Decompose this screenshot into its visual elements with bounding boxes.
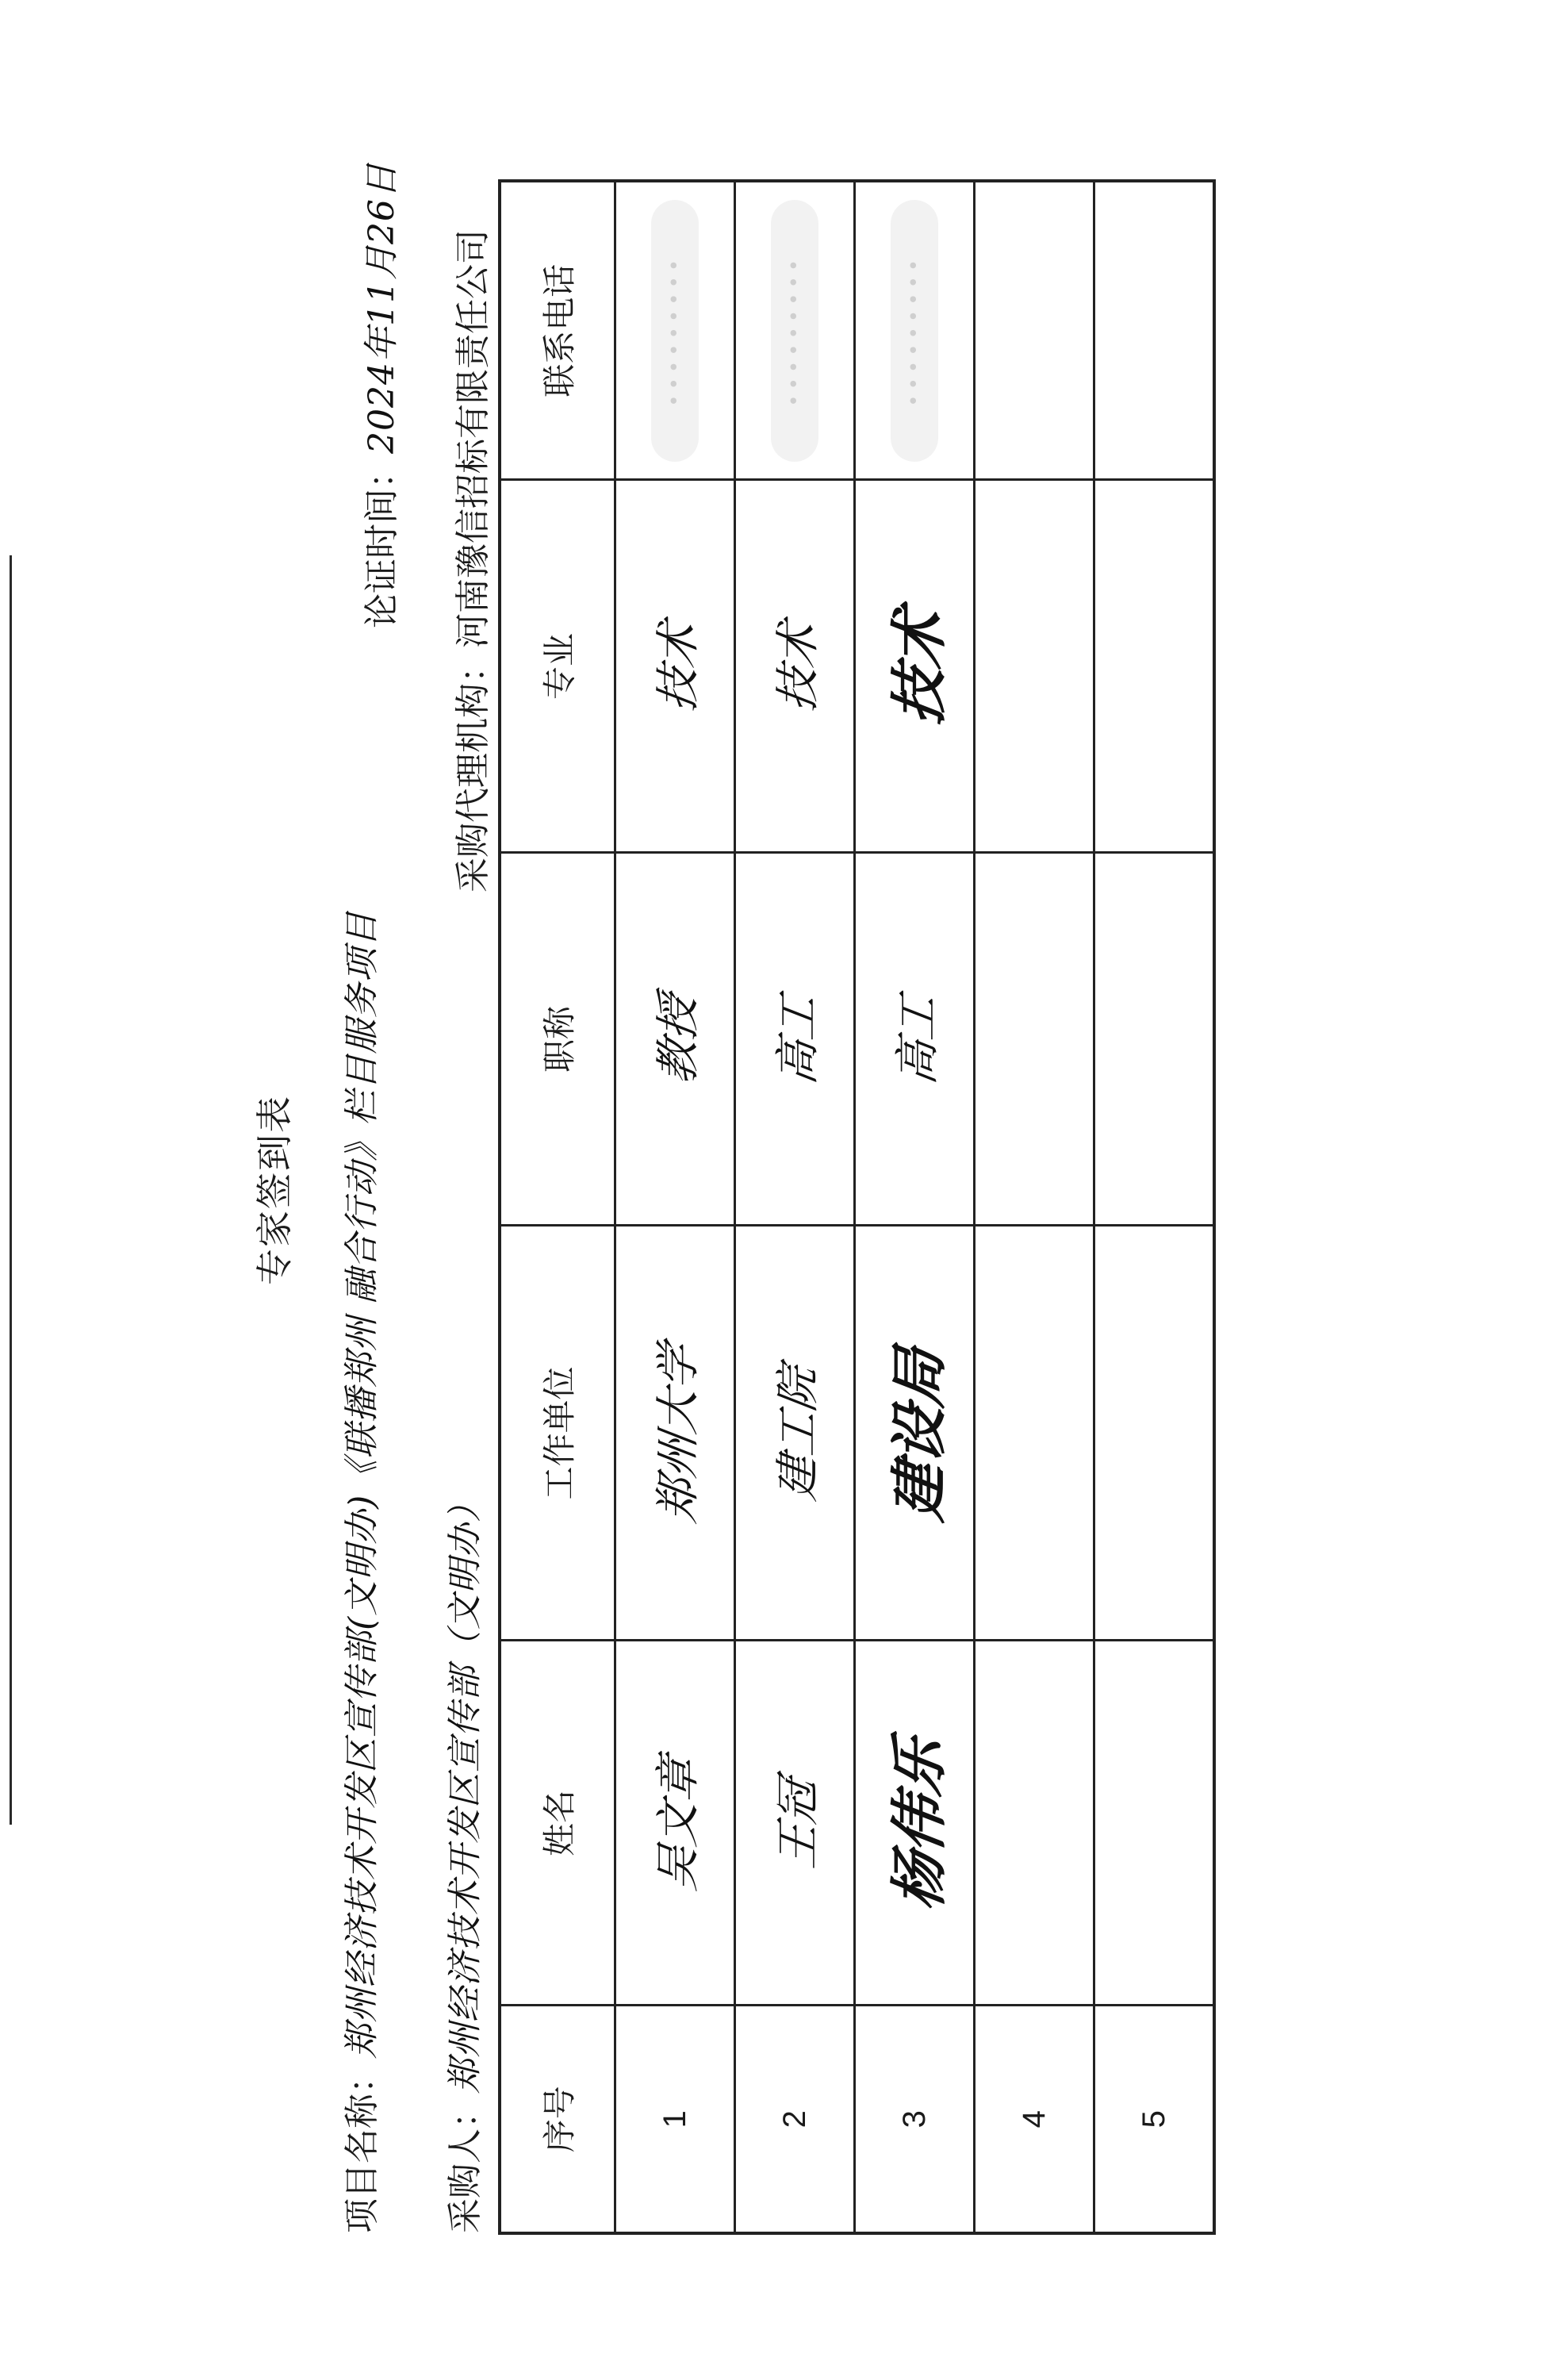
title-handwritten: 高工 (772, 992, 824, 1088)
row-major (615, 480, 735, 853)
purchaser-line (436, 1487, 487, 2233)
row-no: 4 (975, 2006, 1094, 2233)
phone-redacted: ••••••••• (891, 200, 938, 462)
row-name (975, 1641, 1094, 2006)
purchaser-value: 郑州经济技术开发区宣传部（文明办） (445, 1487, 485, 2094)
row-no: 3 (855, 2006, 975, 2233)
phone-redacted: ••••••••• (771, 200, 818, 462)
table-header-row (500, 181, 615, 2233)
project-name-line (333, 912, 384, 2233)
row-major (1094, 480, 1215, 853)
unit-handwritten: 郑州大学 (653, 1341, 704, 1526)
purchaser-label: 采购人： (445, 2094, 485, 2233)
header-phone: 联系电话 (500, 181, 615, 480)
row-no: 5 (1094, 2006, 1215, 2233)
row-name (735, 1641, 855, 2006)
row-no: 1 (615, 2006, 735, 2233)
major-handwritten: 技术 (772, 619, 824, 716)
name-signature: 杨伟乐 (885, 1733, 952, 1914)
major-handwritten: 技术 (653, 619, 704, 716)
phone-redacted: ••••••••• (651, 200, 699, 462)
table-row (975, 181, 1094, 2233)
row-phone (615, 181, 735, 480)
row-major (855, 480, 975, 853)
title-handwritten: 高工 (892, 992, 944, 1088)
row-name (615, 1641, 735, 2006)
row-name (855, 1641, 975, 2006)
date-value: 2024年11月26日 (362, 163, 402, 454)
row-phone (735, 181, 855, 480)
agency-line (444, 229, 495, 892)
row-no: 2 (735, 2006, 855, 2233)
row-title (855, 853, 975, 1226)
row-phone (975, 181, 1094, 480)
project-name-label: 项目名称： (342, 2059, 382, 2233)
row-major (735, 480, 855, 853)
row-title (615, 853, 735, 1226)
row-unit (735, 1226, 855, 1641)
agency-label: 采购代理机构： (453, 648, 493, 892)
header-name: 姓名 (500, 1641, 615, 2006)
header-major: 专业 (500, 480, 615, 853)
header-no: 序号 (500, 2006, 615, 2233)
table-row (615, 181, 735, 2233)
project-name-value: 郑州经济技术开发区宣传部(文明办)《联播郑州 融合行动》栏目服务项目 (342, 911, 382, 2059)
row-unit (1094, 1226, 1215, 1641)
table-row (735, 181, 855, 2233)
name-signature: 王冠 (772, 1775, 824, 1872)
name-signature: 吴文章 (653, 1753, 704, 1894)
date-line (353, 163, 404, 628)
row-title (1094, 853, 1215, 1226)
row-phone (1094, 181, 1215, 480)
unit-handwritten: 建工院 (772, 1363, 824, 1504)
expert-signin-table (498, 179, 1216, 2235)
row-phone (855, 181, 975, 480)
major-handwritten: 技术 (885, 605, 952, 729)
row-title (975, 853, 1094, 1226)
row-unit (975, 1226, 1094, 1641)
row-unit (615, 1226, 735, 1641)
header-unit: 工作单位 (500, 1226, 615, 1641)
row-title (735, 853, 855, 1226)
table-row (855, 181, 975, 2233)
table-row (1094, 181, 1215, 2233)
title-handwritten: 教授 (653, 992, 704, 1088)
page-title: 专家签到表 (253, 1095, 296, 1285)
unit-handwritten: 建设局 (885, 1343, 952, 1525)
header-title: 职称 (500, 853, 615, 1226)
row-major (975, 480, 1094, 853)
date-label: 论证时间： (362, 454, 402, 628)
row-name (1094, 1641, 1215, 2006)
row-unit (855, 1226, 975, 1641)
agency-value: 河南豫信招标有限责任公司 (453, 229, 493, 648)
